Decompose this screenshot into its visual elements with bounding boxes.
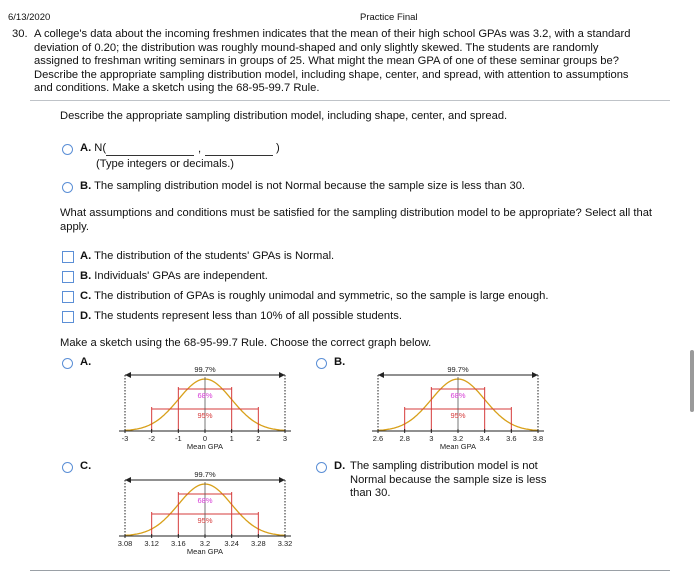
part1-option-a [80, 142, 106, 156]
part3-prompt: Make a sketch using the 68-95-99.7 Rule. Choose the correct graph below. [60, 337, 432, 349]
label-95: 95% [197, 411, 213, 420]
option-letter: A. [80, 356, 92, 368]
part3-option-b-radio[interactable] [316, 358, 327, 369]
option-label: The distribution of the students' GPAs is Normal. [94, 250, 335, 262]
option-letter: C. [80, 460, 92, 472]
label-68: 68% [197, 496, 213, 505]
tick-label: 3.2 [199, 539, 211, 548]
range-997-arrow-left [125, 372, 131, 378]
range-997-arrow-right [532, 372, 538, 378]
part2-option-d [80, 310, 402, 324]
prompt-line: What assumptions and conditions must be satisfied for the sampling distribution model to be appropriate? Select all that [60, 207, 653, 219]
tick-label: 3.28 [251, 539, 266, 548]
comma: , [198, 143, 202, 155]
tick-label: 3.32 [277, 539, 293, 548]
label-997: 99.7% [447, 365, 469, 374]
close-paren: ) [276, 142, 280, 154]
label-68: 68% [197, 391, 213, 400]
option-label: The sampling distribution model is not Normal because the sample size is less than 30. [94, 180, 526, 192]
header-title: Practice Final [360, 12, 418, 23]
option-letter: A. [80, 250, 92, 262]
range-997-arrow-left [125, 477, 131, 483]
option-label: Individuals' GPAs are independent. [94, 270, 268, 282]
option-line: Normal because the sample size is less [350, 473, 547, 486]
tick-label: 2 [256, 434, 261, 443]
tick-label: -3 [121, 434, 129, 443]
input-hint: (Type integers or decimals.) [96, 158, 235, 170]
part2-checkbox-a[interactable] [62, 251, 74, 263]
part3-option-c-radio[interactable] [62, 462, 73, 473]
option-letter: D. [334, 460, 346, 472]
label-997: 99.7% [194, 470, 216, 479]
tick-label: 2.6 [372, 434, 384, 443]
tick-label: 2.8 [399, 434, 410, 443]
option-letter: D. [80, 310, 92, 322]
tick-label: 3.16 [171, 539, 186, 548]
graph-c [105, 468, 305, 558]
tick-label: 1 [229, 434, 234, 443]
part1-option-a-radio[interactable] [62, 144, 73, 155]
option-line: than 30. [350, 487, 391, 500]
part1-option-b [80, 180, 525, 194]
x-axis-label: Mean GPA [186, 547, 224, 556]
label-95: 95% [450, 411, 466, 420]
option-letter: B. [80, 180, 92, 192]
mean-input[interactable] [106, 143, 194, 156]
x-axis-label: Mean GPA [439, 442, 477, 451]
option-letter: B. [334, 356, 346, 368]
tick-label: -2 [148, 434, 156, 443]
part3-option-d-radio[interactable] [316, 462, 327, 473]
normal-label: N( [94, 142, 107, 154]
part2-checkbox-d[interactable] [62, 311, 74, 323]
tick-label: 3 [429, 434, 434, 443]
tick-label: -1 [174, 434, 182, 443]
question-line: assigned to freshman writing seminars in groups of 25. What might the mean GPA of one of these seminar groups be? [34, 55, 619, 68]
part2-prompt [60, 207, 680, 234]
part1-option-b-radio[interactable] [62, 182, 73, 193]
part2-checkbox-b[interactable] [62, 271, 74, 283]
label-997: 99.7% [194, 365, 216, 374]
question-text [34, 28, 694, 96]
option-label: The students represent less than 10% of all possible students. [94, 310, 402, 322]
tick-label: 3.24 [224, 539, 239, 548]
option-letter: C. [80, 290, 92, 302]
question-line: A college's data about the incoming freshmen indicates that the mean of their high school GPAs was 3.2, with a standard [34, 28, 631, 40]
label-95: 95% [197, 516, 213, 525]
option-letter: B. [80, 270, 92, 282]
part2-option-a [80, 250, 334, 264]
sd-input[interactable] [205, 143, 273, 156]
range-997-arrow-right [279, 372, 285, 378]
tick-label: 3.2 [452, 434, 464, 443]
part3-option-d-text [350, 460, 570, 501]
tick-label: 3.8 [532, 434, 544, 443]
part1-prompt: Describe the appropriate sampling distribution model, including shape, center, and spread. [60, 110, 508, 122]
question-line: Describe the appropriate sampling distribution model, including shape, center, and spread, with attention to assumptions [34, 68, 629, 81]
question-line: and conditions. Make a sketch using the 68-95-99.7 Rule. [34, 82, 320, 95]
part3-option-d [334, 460, 345, 474]
question-number: 30. [12, 28, 28, 40]
option-letter: A. [80, 142, 92, 154]
part2-checkbox-c[interactable] [62, 291, 74, 303]
part2-option-b [80, 270, 268, 284]
divider [30, 100, 670, 101]
range-997-arrow-left [378, 372, 384, 378]
graph-a [105, 363, 305, 453]
part3-option-a-radio[interactable] [62, 358, 73, 369]
header-date: 6/13/2020 [8, 12, 51, 23]
tick-label: 3.12 [144, 539, 159, 548]
prompt-line: apply. [60, 220, 90, 233]
x-axis-label: Mean GPA [186, 442, 224, 451]
tick-label: 3 [282, 434, 288, 443]
option-label: The distribution of GPAs is roughly unimodal and symmetric, so the sample is large enough. [94, 290, 549, 302]
question-line: deviation of 0.20; the distribution was roughly mound-shaped and only slightly skewed. The students are randomly [34, 41, 599, 54]
part2-option-c [80, 290, 548, 304]
scrollbar-thumb[interactable] [690, 350, 694, 412]
label-68: 68% [450, 391, 466, 400]
tick-label: 3.4 [479, 434, 490, 443]
tick-label: 0 [202, 434, 208, 443]
graph-b [358, 363, 558, 453]
option-line: The sampling distribution model is not [350, 460, 538, 472]
tick-label: 3.08 [117, 539, 133, 548]
bottom-divider [30, 570, 670, 571]
tick-label: 3.6 [506, 434, 517, 443]
range-997-arrow-right [279, 477, 285, 483]
